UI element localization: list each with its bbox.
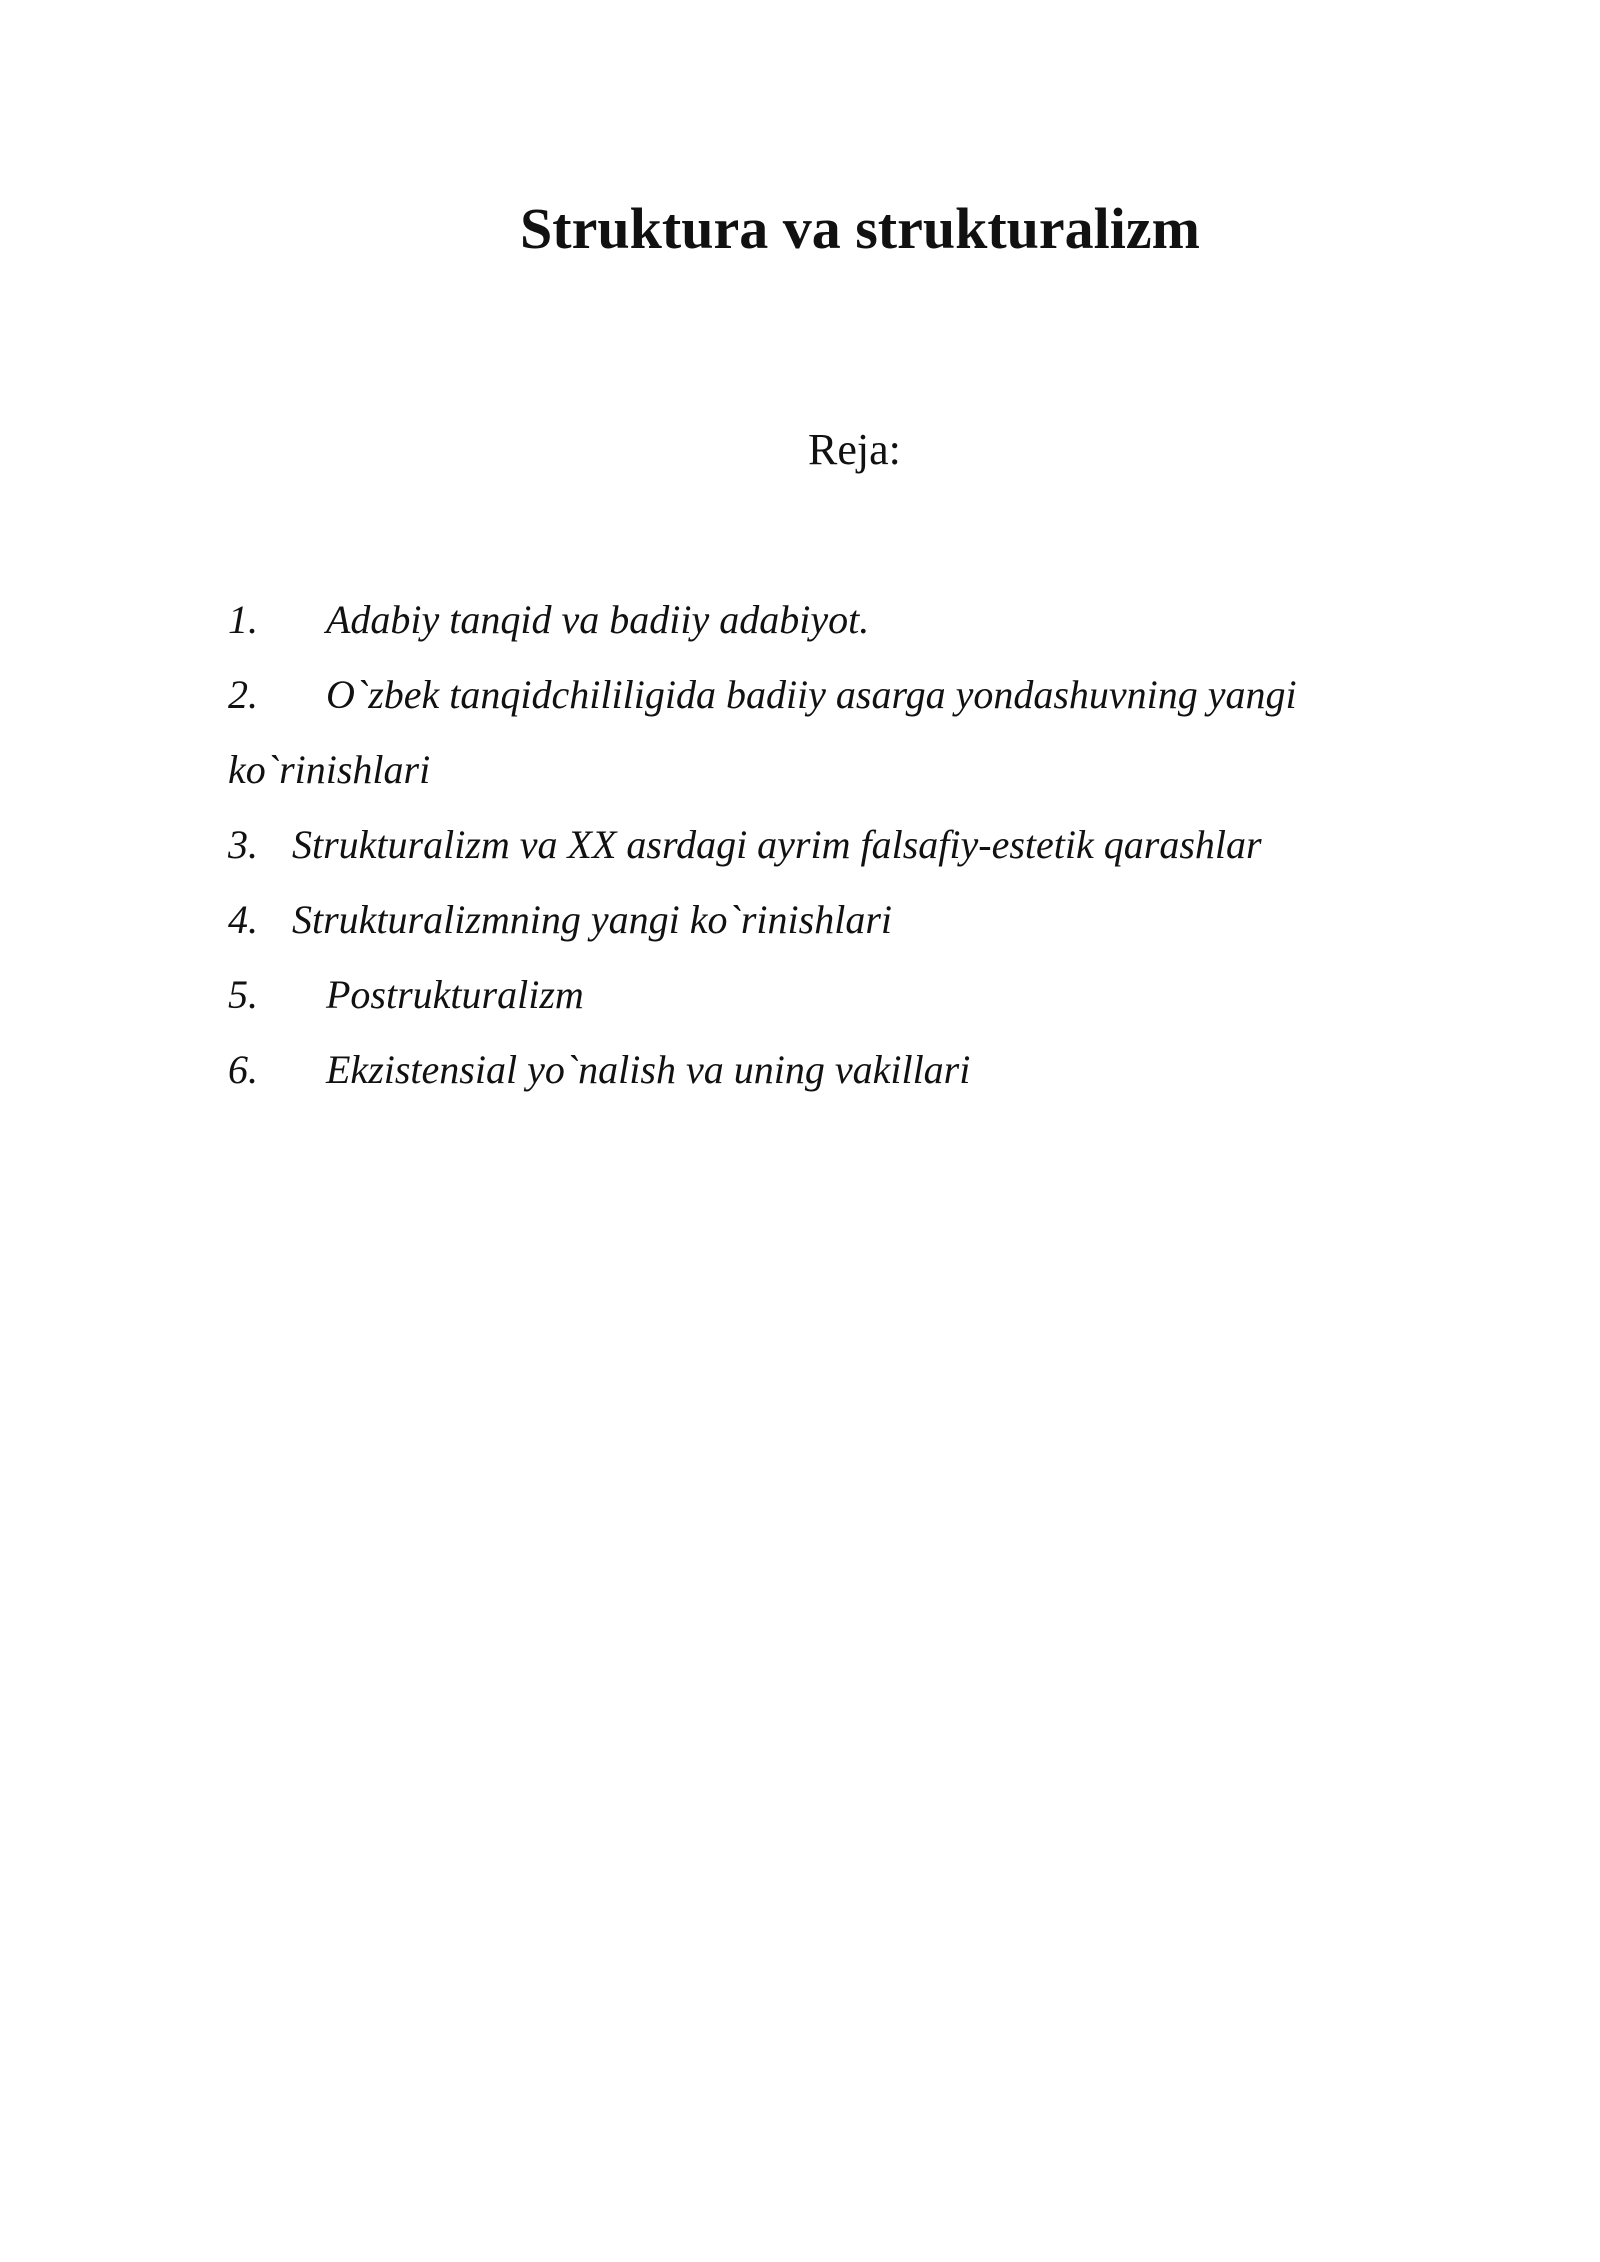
plan-item-text: Strukturalizmning yangi ko`rinishlari	[292, 897, 892, 942]
plan-item-3	[228, 807, 1428, 882]
plan-heading: Reja:	[808, 425, 901, 474]
plan-item-text: O`zbek tanqidchililigida badiiy asarga yondashuvning yangi	[326, 672, 1297, 717]
plan-item-text: Strukturalizm va XX asrdagi ayrim falsafiy-estetik qarashlar	[292, 822, 1262, 867]
plan-item-2	[228, 657, 1428, 732]
plan-item-number: 3.	[228, 822, 258, 867]
plan-item-text: Postrukturalizm	[326, 972, 584, 1017]
plan-item-6	[228, 1032, 1428, 1107]
plan-item-number: 2.	[228, 672, 258, 717]
plan-item-number: 1.	[228, 597, 258, 642]
plan-item-number: 4.	[228, 897, 258, 942]
plan-item-text-continuation: ko`rinishlari	[228, 747, 431, 792]
plan-item-1	[228, 582, 1428, 657]
page-title: Struktura va strukturalizm	[520, 195, 1200, 261]
plan-item-4	[228, 882, 1428, 957]
plan-item-5	[228, 957, 1428, 1032]
plan-item-number: 5.	[228, 972, 258, 1017]
plan-item-text: Adabiy tanqid va badiiy adabiyot.	[326, 597, 870, 642]
plan-list	[228, 582, 1428, 1107]
plan-item-2-continuation	[228, 732, 1428, 807]
plan-item-text: Ekzistensial yo`nalish va uning vakillari	[326, 1047, 971, 1092]
plan-item-number: 6.	[228, 1047, 258, 1092]
